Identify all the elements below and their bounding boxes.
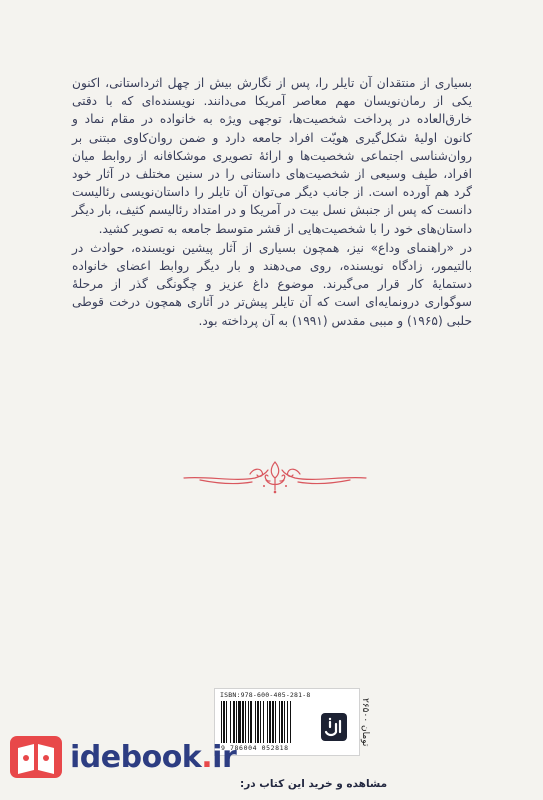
idebook-watermark-logo xyxy=(8,730,238,780)
idebook-wordmark-main: idebook xyxy=(70,740,202,775)
blurb-text xyxy=(72,74,472,330)
idebook-badge-icon xyxy=(8,734,64,780)
blurb-paragraph-1: بسیاری از منتقدان آن تایلر را، پس از نگارش بیش از چهل اثرداستانی، اکنون یکی از رمان‌نویسان مهم معاصر آمریکا می‌دانند. نویسنده‌ای که با دقتی خارق‌العاده در پرداخت شخصیت‌ها، توجهی ویژه به خانواده در مقام نماد و کانون اولیهٔ شکل‌گیری هویّت افراد جامعه دارد و ضمن روان‌کاوی مبتنی بر روان‌شناسی اجتماعی شخصیت‌ها و ارائهٔ تصویری موشکافانه از روابط میان افراد، طیف وسیعی از شخصیت‌های داستانی را در سنین مختلف در آثار خود گرد هم آورده است. از جانب دیگر می‌توان آن تایلر را داستان‌نویسی رئالیست دانست که پس از جنبش نسل بیت در آمریکا و در امتداد رئالیسم کثیف، بار دیگر داستان‌های خود را با شخصیت‌هایی از قشر متوسط جامعه به تصویر کشید. xyxy=(72,76,472,236)
idebook-wordmark-tld: ir xyxy=(212,740,237,775)
idebook-tagline: مشاهده و خرید این کتاب در: xyxy=(240,778,388,790)
barcode-digits: 9 786004 052818 xyxy=(221,744,289,752)
decorative-divider-icon xyxy=(180,456,370,496)
blurb-paragraph-2: در «راهنمای وداع» نیز، همچون بسیاری از آثار پیشین نویسنده، حوادث در بالتیمور، زادگاه نویسنده، روی می‌دهند و بار دیگر روابط اعضای خانواده دستمایهٔ کار قرار می‌گیرند. موضوع داغ عزیز و چگونگی گذر از مرحلهٔ سوگواری درونمایه‌ای است که آن تایلر پیش‌تر در آثاری همچون درخت قوطی حلبی (۱۹۶۵) و مببی مقدس (۱۹۹۱) به آن پرداخته بود. xyxy=(72,240,472,328)
publisher-logo-icon xyxy=(320,712,348,742)
isbn-label: ISBN:978-600-405-281-8 xyxy=(220,691,311,699)
idebook-wordmark-dot: . xyxy=(201,740,213,775)
price-label: ۲۶۵۰۰ تومان xyxy=(360,697,370,747)
idebook-wordmark xyxy=(70,740,236,775)
